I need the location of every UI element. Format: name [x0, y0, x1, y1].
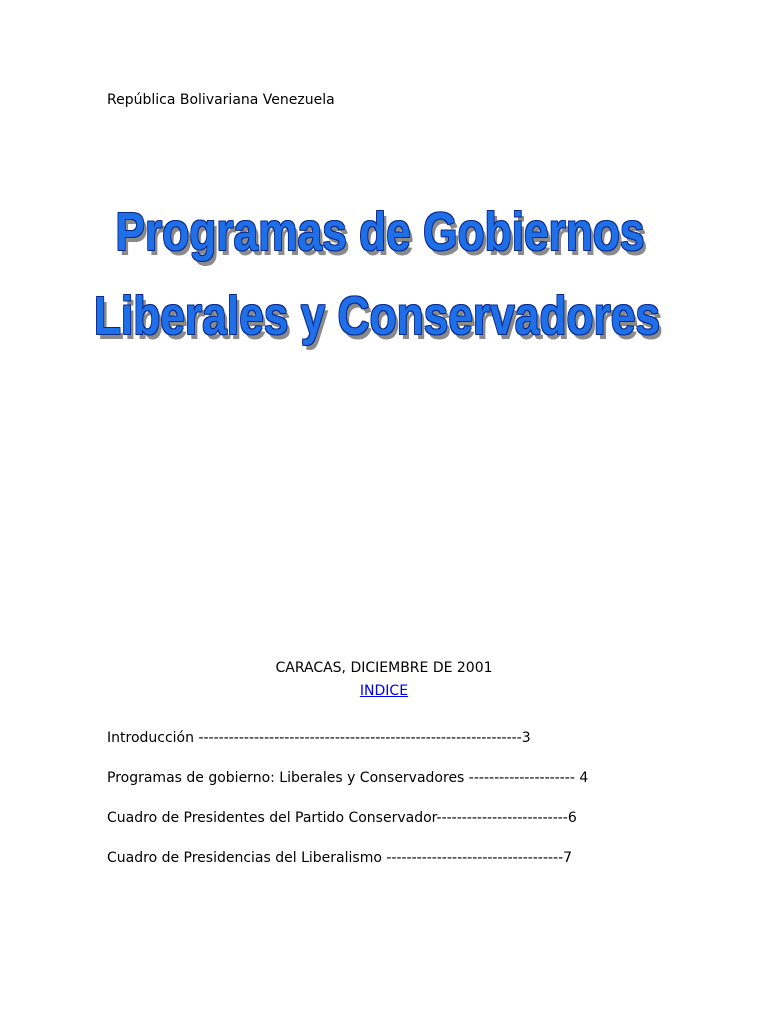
table-of-contents: [107, 728, 707, 888]
toc-item-programas: Programas de gobierno: Liberales y Conservadores --------------------- 4: [107, 770, 589, 786]
title-line-1: Programas de Gobiernos: [62, 205, 698, 259]
index-link[interactable]: INDICE: [359, 683, 409, 699]
document-title: [0, 202, 768, 346]
toc-item-introduccion: Introducción ----------------------------------------------------------------3: [107, 730, 531, 746]
city-date: CARACAS, DICIEMBRE DE 2001: [275, 660, 493, 676]
toc-item-liberalismo: Cuadro de Presidencias del Liberalismo -----------------------------------7: [107, 850, 573, 866]
index-heading: [0, 683, 768, 699]
title-line-2: Liberales y Conservadores: [56, 289, 697, 343]
institution-name: República Bolivariana Venezuela: [107, 92, 335, 108]
toc-item-conservador: Cuadro de Presidentes del Partido Conservador--------------------------6: [107, 810, 577, 826]
